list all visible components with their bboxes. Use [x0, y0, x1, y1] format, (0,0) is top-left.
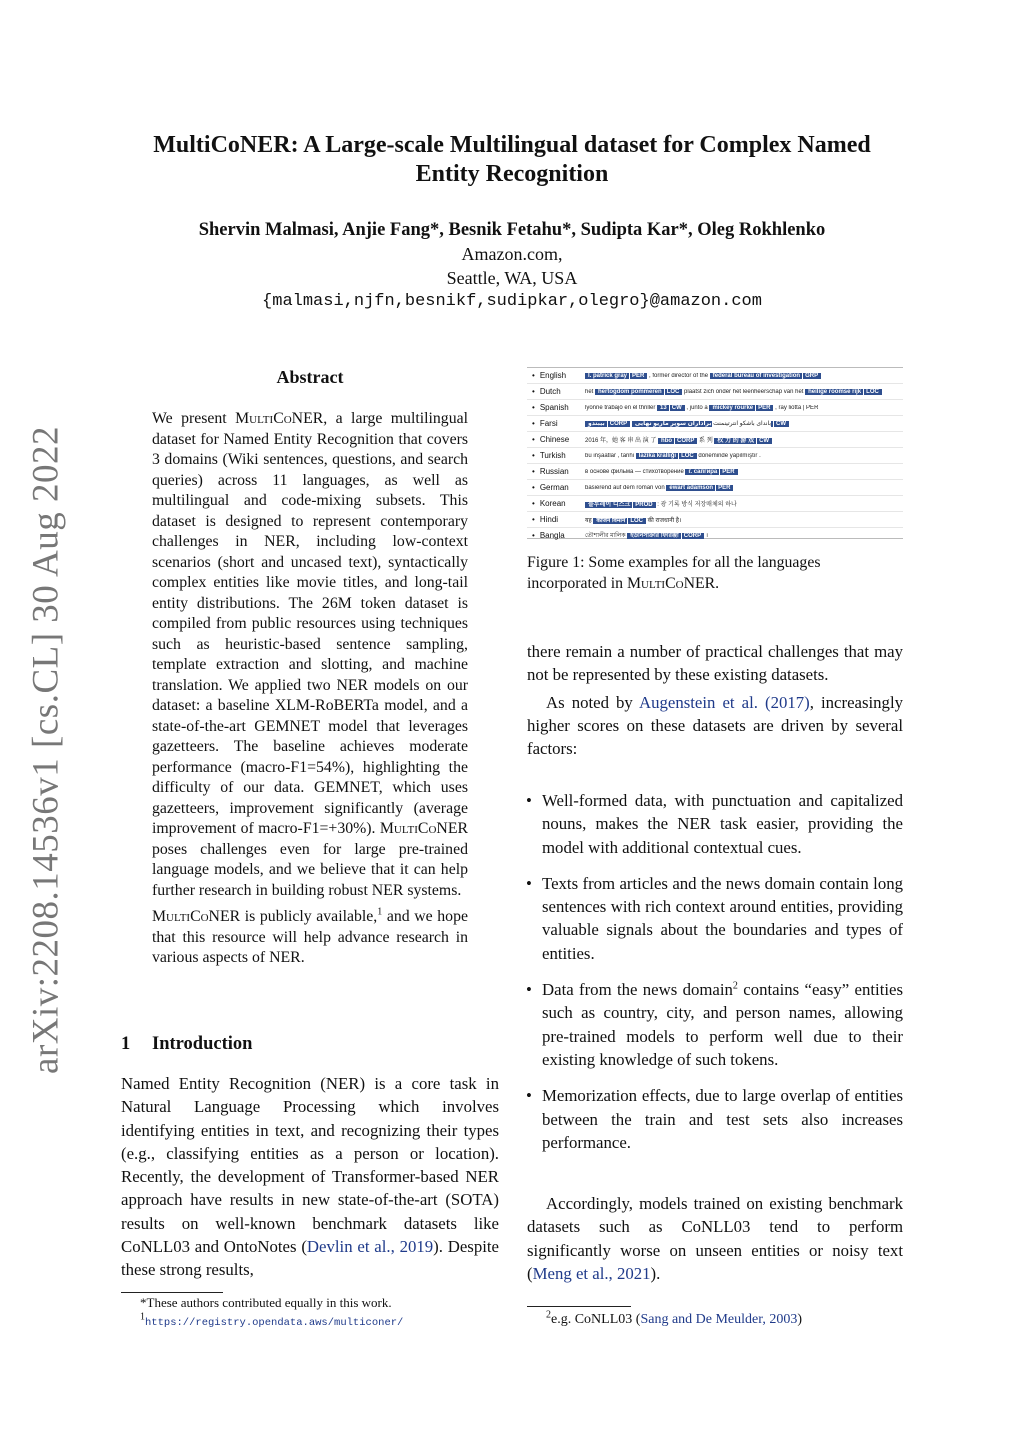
figure-language-label: • Turkish: [527, 451, 585, 460]
section-number: 1: [121, 1034, 131, 1054]
paragraph: [527, 691, 903, 761]
figure-example-sentence: [585, 420, 903, 427]
text-span: poses challenges even for large pre-trained language models, and we believe that it can help further research in building robust NER systems.: [152, 840, 468, 899]
entity-type: LOC: [678, 453, 694, 459]
entity-tag: [636, 453, 697, 459]
entity-tag: [666, 485, 733, 491]
section-heading-introduction: [121, 1034, 252, 1055]
example-text: তৌশালীর মালিক: [585, 533, 626, 539]
figure-language-label: • Chinese: [527, 435, 585, 444]
list-item: [527, 978, 903, 1071]
entity-type: GRP: [802, 373, 818, 379]
entity-text: ইউনিসাক্রার ফিরিঞ্জা: [630, 533, 679, 539]
entity-text: कोजेन विमान: [596, 517, 626, 524]
footnote-rule: [121, 1292, 223, 1293]
entity-tag: [585, 421, 630, 427]
entity-type: CORP: [681, 533, 701, 539]
text-span: We present: [152, 410, 236, 427]
figure-caption: [527, 553, 903, 594]
example-text: ।: [705, 533, 709, 539]
example-text: यह: [585, 517, 592, 524]
figure-example-sentence: [585, 389, 903, 395]
entity-tag: [658, 438, 697, 444]
entity-tag: [657, 405, 685, 411]
figure-example-sentence: [585, 453, 903, 459]
text-span: Data from the news domain: [542, 980, 733, 1000]
entity-text: heilige roomse rijk: [808, 388, 862, 395]
author-names: Shervin Malmasi, Anjie Fang*, Besnik Fetahu*, Sudipta Kar*, Oleg Rokhlenko: [198, 220, 826, 240]
affiliation: Amazon.com,: [461, 244, 563, 264]
example-text: 2016 年，她 客 串 出 演 了: [585, 438, 657, 444]
figure-language-label: • Russian: [527, 467, 585, 476]
figure-row: [527, 400, 903, 416]
entity-tag: [714, 438, 772, 444]
figure-row: [527, 368, 903, 384]
entity-text: 权 力 的 游 戏: [717, 438, 755, 444]
entity-text: براداران سوپر ماریو نهایی: [634, 421, 712, 427]
figure-language-label: • Bangla: [527, 531, 585, 540]
example-text: 系 列: [699, 438, 713, 444]
entity-type: CW: [669, 405, 682, 411]
entity-type: PROD: [632, 502, 652, 508]
abstract-paragraph: [152, 409, 468, 901]
figure-row: [527, 448, 903, 464]
entity-tag: [585, 502, 656, 508]
entity-tag: [709, 405, 773, 411]
citation-link[interactable]: Devlin et al., 2019: [306, 1237, 434, 1257]
footnote-mark: 1: [140, 1311, 145, 1323]
figure-example-sentence: [585, 485, 903, 491]
arxiv-sidebar: [14, 426, 78, 1074]
entity-type: LOC: [664, 389, 680, 395]
figure-example-sentence: [585, 373, 903, 379]
paper-title: MultiCoNER: A Large-scale Multilingual dataset for Complex Named Entity Recognition: [153, 132, 871, 187]
figure-language-label: • English: [527, 371, 585, 380]
right-paragraphs: [527, 640, 903, 760]
figure-example-sentence: [585, 405, 903, 411]
entity-tag: [710, 373, 821, 379]
citation-link[interactable]: Sang and De Meulder, 2003: [640, 1312, 798, 1327]
entity-text: 블루레이 디스크: [588, 502, 631, 508]
entity-type: PER: [719, 469, 734, 475]
text-span: and we hope that this resource will help advance research in various aspects of NER.: [152, 908, 468, 966]
citation-link[interactable]: Augenstein et al. (2017): [638, 692, 810, 712]
figure-row: [527, 384, 903, 400]
figure-row: [527, 432, 903, 448]
entity-text: federal bureau of investigation: [712, 372, 801, 379]
example-text: plaatst zich onder het leenheerschap van het: [684, 388, 804, 395]
entity-type: PER: [629, 373, 644, 379]
text-span: Figure 1: Some examples for all the languages incorporated in: [527, 554, 821, 592]
footnote-ref[interactable]: 1: [377, 906, 383, 918]
factor-list: [527, 789, 903, 1167]
entity-text: ewart adamson: [669, 484, 714, 491]
figure-row: [527, 496, 903, 512]
footnote-url-link[interactable]: https://registry.opendata.aws/multiconer/: [145, 1317, 404, 1329]
dataset-name: MultiCoNER: [627, 574, 716, 592]
list-item: • Well-formed data, with punctuation and capitalized nouns, makes the NER task easier, providing the model with additional contextual cues.: [527, 789, 903, 859]
entity-type: CORP: [674, 438, 694, 444]
paragraph-accordingly: [527, 1192, 903, 1285]
text-span: ).: [650, 1263, 661, 1283]
entity-type: CW: [756, 438, 769, 444]
footnote-ref[interactable]: 2: [732, 980, 738, 992]
example-text: het: [585, 388, 594, 395]
text-span: , a large multilingual dataset for Named Entity Recognition that covers 3 domains (Wiki sentences, questions, and search queries) across 11 languages, as well as multilingual and code-mixing subsets. This dataset is designed to represent contemporary challenges in NER, including low-context scenarios (short and uncased text), syntactically complex entities like movie titles, and long-tail entity distributions. The 26M token dataset is compiled from public resources using techniques such as heuristic-based sentence sampling, template extraction and slotting, and machine translation. We applied two NER models on our dataset: a baseline XLM-RoBERTa model, and a state-of-the-art GEMNET model that leverages gazetteers. The baseline achieves moderate performance (macro-F1=54%), highlighting the difficulty of our data. GEMNET, which uses gazetteers, improvement significantly (average improvement of macro-F1=+30%).: [152, 410, 468, 837]
figure-language-label: • Farsi: [527, 419, 585, 428]
dataset-name: MultiCoNER: [235, 410, 324, 427]
entity-tag: [805, 389, 882, 395]
entity-type: PER: [715, 485, 730, 491]
entity-tag: [593, 518, 646, 524]
list-item: • Texts from articles and the news domain contain long sentences with rich context around entities, providing valuable signals about the boundaries and types of entities.: [527, 872, 903, 965]
figure-1: [527, 367, 903, 539]
text-span: ): [797, 1312, 803, 1327]
entity-type: PER: [755, 405, 770, 411]
figure-example-sentence: [585, 435, 903, 444]
footnote-rule: [527, 1306, 631, 1307]
figure-row: [527, 416, 903, 432]
figure-language-label: • Korean: [527, 499, 585, 508]
entity-text: 13: [660, 404, 667, 411]
entity-text: l. patrick gray: [588, 372, 628, 379]
author-block: [120, 218, 904, 314]
abstract-heading: Abstract: [276, 367, 344, 387]
text-span: ). Despite these strong results,: [121, 1237, 499, 1280]
figure-example-sentence: [585, 469, 903, 475]
entity-type: LOC: [627, 518, 643, 524]
section-title: Introduction: [152, 1034, 253, 1054]
example-text: باندای باشکو انترتینمنت: [713, 421, 772, 427]
figure-row: [527, 512, 903, 528]
entity-text: mickey rourke: [712, 404, 754, 411]
example-text: в основе фильма — стихотворение: [585, 468, 684, 475]
figure-language-label: • German: [527, 483, 585, 492]
entity-type: LOC: [863, 389, 879, 395]
text-span: Accordingly, models trained on existing benchmark datasets such as CoNLL03 tend to perform significantly worse on unseen entities or noisy text (: [527, 1194, 903, 1283]
text-span: e.g. CoNLL03 (: [551, 1312, 641, 1327]
entity-type: CORP: [607, 421, 627, 427]
footnote-mark: 2: [546, 1309, 551, 1321]
example-text: की राजधानी है।: [647, 517, 682, 524]
figure-example-sentence: [585, 516, 903, 524]
example-text: döneminde yapılmıştır .: [698, 452, 761, 459]
abstract-body: [152, 409, 468, 969]
example-text: basierend auf dem roman von: [585, 484, 665, 491]
dataset-name: MultiCoNER: [379, 820, 468, 837]
text-span: contains “easy” entities such as country, city, and person names, allowing pre-trained models to perform well due to their existing knowledge of such tokens.: [542, 980, 903, 1069]
text-span: As noted by: [546, 692, 639, 712]
entity-text: hertogdom pommeren: [598, 388, 662, 395]
intro-paragraph: [121, 1072, 499, 1282]
citation-link[interactable]: Meng et al., 2021: [532, 1263, 651, 1283]
entity-text: بیبندو: [588, 421, 605, 427]
footnote-star: *These authors contributed equally in this work.: [140, 1295, 392, 1310]
footnote-2: [546, 1309, 906, 1328]
entity-type: CW: [773, 421, 786, 427]
figure-row: [527, 480, 903, 496]
entity-tag: [685, 469, 737, 475]
figure-row: [527, 528, 903, 543]
example-text: , junto a: [686, 404, 708, 411]
example-text: lyonne trabajó en el thriller: [585, 404, 656, 411]
entity-text: hbo: [661, 438, 673, 444]
dataset-name: MultiCoNER: [152, 908, 241, 925]
figure-language-label: • Dutch: [527, 387, 585, 396]
example-text: bu inşaatlar , tarihi: [585, 452, 635, 459]
figure-language-label: • Spanish: [527, 403, 585, 412]
example-text: , ray liotta | PER: [775, 404, 819, 411]
entity-tag: [627, 533, 704, 539]
example-text: , former director of the: [649, 372, 709, 379]
list-item: • Memorization effects, due to large overlap of entities between the train and test sets also increases performance.: [527, 1084, 903, 1154]
text-span: is publicly available,: [240, 908, 378, 925]
figure-language-label: • Hindi: [527, 515, 585, 524]
author-emails: {malmasi,njfn,besnikf,sudipkar,olegro}@amazon.com: [262, 292, 762, 311]
text-span: , increasingly higher scores on these datasets are driven by several factors:: [527, 692, 904, 759]
paragraph: there remain a number of practical challenges that may not be represented by these existing datasets.: [527, 642, 903, 685]
text-span: .: [715, 574, 720, 592]
entity-tag: [595, 389, 682, 395]
figure-example-sentence: [585, 499, 903, 508]
entity-text: lazika krallığı: [638, 452, 677, 459]
abstract-paragraph: [152, 907, 468, 969]
text-span: Named Entity Recognition (NER) is a core task in Natural Language Processing which involves identifying entities in text, and recognizing their types (e.g., classifying entities as a person or location). Recently, the development of Transformer-based NER approach have results in new state-of-the-art (SOTA) results on well-known benchmark datasets like CoNLL03 and OntoNotes (: [121, 1074, 499, 1257]
arxiv-identifier: arXiv:2208.14536v1 [cs.CL] 30 Aug 2022: [25, 426, 67, 1074]
figure-row: [527, 464, 903, 480]
example-text: : 광 기록 방식 저장매체의 하나: [657, 502, 737, 508]
entity-tag: [585, 373, 647, 379]
figure-example-sentence: [585, 530, 903, 541]
location: Seattle, WA, USA: [446, 268, 578, 288]
footnote-1: [140, 1313, 500, 1331]
entity-text: г. сапгира: [688, 468, 718, 475]
